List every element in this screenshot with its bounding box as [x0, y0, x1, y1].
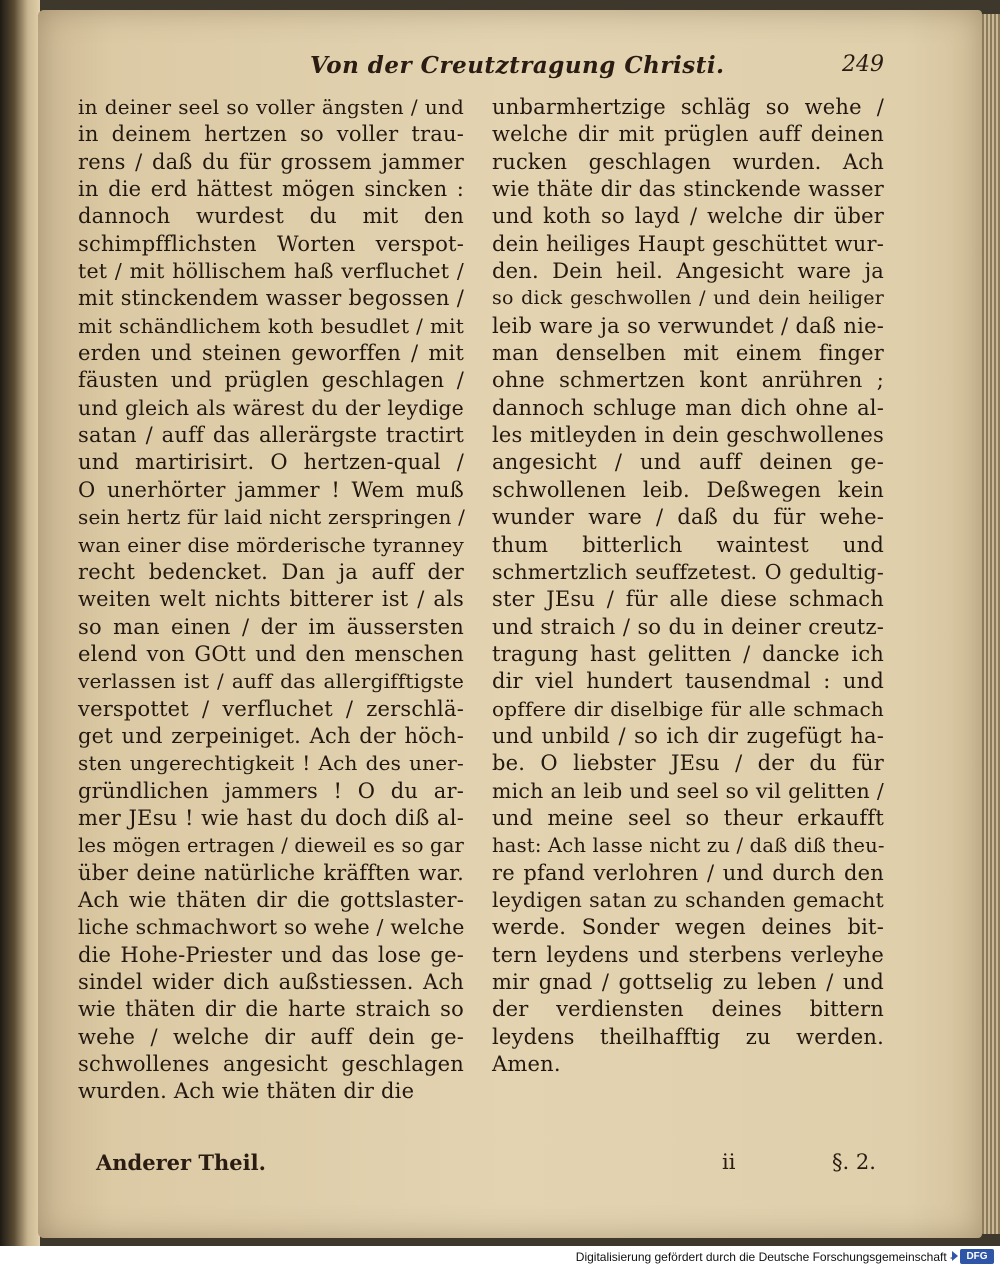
text-line: und unbild / so ich dir zugefügt ha-	[492, 723, 884, 748]
text-line: dannoch schluge man dich ohne al-	[492, 395, 884, 420]
text-line: rucken geschlagen wurden. Ach	[492, 149, 884, 174]
text-line: Ach wie thäten dir die gottslaster-	[78, 887, 464, 912]
running-head: Von der Creutztragung Christi.	[310, 52, 725, 79]
text-line: wurden. Ach wie thäten dir die	[78, 1079, 415, 1104]
text-line: tragung hast gelitten / dancke ich	[492, 641, 884, 666]
text-line: satan / auff das allerärgste tractirt	[78, 423, 464, 448]
text-line: get und zerpeiniget. Ach der höch-	[78, 723, 464, 748]
text-line: mer JEsu ! wie hast du doch diß al-	[78, 805, 464, 830]
text-line: und meine seel so theur erkaufft	[492, 805, 884, 830]
text-line: leib ware ja so verwundet / daß nie-	[492, 313, 884, 338]
text-line: ohne schmertzen kont anrühren ;	[492, 368, 884, 393]
text-line: mit stinckendem wasser begossen /	[78, 286, 464, 311]
section-catchword: §. 2.	[832, 1150, 876, 1174]
text-line: schwollenes angesicht geschlagen	[78, 1052, 464, 1077]
text-line: wehe / welche dir auff dein ge-	[78, 1024, 464, 1049]
text-line: schmertzlich seuffzetest. O gedultig-	[492, 559, 884, 584]
text-line: welche dir mit prüglen auff deinen	[492, 122, 884, 147]
text-line: O unerhörter jammer ! Wem muß	[78, 477, 464, 502]
text-line: schwollenen leib. Deßwegen kein	[492, 477, 884, 502]
text-line: liche schmachwort so wehe / welche	[78, 915, 465, 940]
catchword: Anderer Theil.	[96, 1150, 266, 1175]
text-line: angesicht / und auff deinen ge-	[492, 450, 884, 475]
text-line: verspottet / verfluchet / zerschlä-	[78, 696, 464, 721]
text-line: weiten welt nichts bitterer ist / als	[78, 587, 464, 612]
text-line: erden und steinen geworffen / mit	[78, 341, 464, 366]
text-line: dein heiliges Haupt geschüttet wur-	[492, 231, 884, 256]
text-line: leydigen satan zu schanden gemacht	[492, 887, 884, 912]
text-line: be. O liebster JEsu / der du für	[492, 751, 884, 776]
text-line: thum bitterlich waintest und	[492, 532, 884, 557]
text-line: gründlichen jammers ! O du ar-	[78, 778, 464, 803]
text-line: schimpfflichsten Worten verspot-	[78, 231, 464, 256]
text-line: recht bedencket. Dan ja auff der	[78, 559, 464, 584]
text-line: wie thäte dir das stinckende wasser	[492, 177, 884, 202]
text-line: werde. Sonder wegen deines bit-	[492, 915, 884, 940]
text-line: Amen.	[492, 1052, 561, 1077]
text-line: dir viel hundert tausendmal : und	[492, 669, 884, 694]
text-line: und koth so layd / welche dir über	[492, 204, 884, 229]
text-line: in deiner seel so voller ängsten / und	[78, 95, 464, 119]
text-line: über deine natürliche kräfften war.	[78, 860, 464, 885]
arrow-icon	[952, 1251, 958, 1261]
text-line: wan einer dise mörderische tyranney	[78, 532, 464, 557]
text-line: man denselben mit einem finger	[492, 341, 884, 366]
text-line: ster JEsu / für alle diese schmach	[492, 587, 884, 612]
text-line: und martirisirt. O hertzen-qual /	[78, 450, 464, 475]
text-line: den. Dein heil. Angesicht ware ja	[492, 259, 884, 284]
text-line: und gleich als wärest du der leydige	[78, 395, 464, 420]
text-line: rens / daß du für grossem jammer	[78, 149, 464, 174]
text-line: sein hertz für laid nicht zerspringen /	[78, 505, 466, 530]
text-line: elend von GOtt und den menschen	[78, 641, 464, 666]
text-line: wunder ware / daß du für wehe-	[492, 505, 884, 530]
text-column-left	[78, 94, 464, 1106]
text-column-right	[492, 94, 884, 1078]
text-line: hast: Ach lasse nicht zu / daß diß theu-	[492, 834, 885, 858]
text-line: wie thäten dir die harte straich so	[78, 997, 464, 1022]
text-line: dannoch wurdest du mit den	[78, 204, 464, 229]
text-line: tet / mit höllischem haß verfluchet /	[78, 259, 464, 284]
book-spine	[0, 0, 40, 1246]
text-line: les mitleyden in dein geschwollenes	[492, 423, 884, 448]
text-line: in deinem hertzen so voller trau-	[78, 122, 464, 147]
text-line: mit schändlichem koth besudlet / mit	[78, 313, 464, 338]
text-line: tern leydens und sterbens verleyhe	[492, 942, 884, 967]
page-number: 249	[842, 52, 884, 77]
text-line: so dick geschwollen / und dein heiliger	[492, 287, 884, 310]
text-line: opffere dir diselbige für alle schmach	[492, 696, 884, 721]
digitization-credit: Digitalisierung gefördert durch die Deutsche Forschungsgemeinschaft -	[575, 1250, 954, 1264]
text-line: fäusten und prüglen geschlagen /	[78, 368, 464, 393]
text-line: leydens theilhafftig zu werden.	[492, 1024, 884, 1049]
text-line: verlassen ist / auff das allergifftigste	[78, 669, 464, 694]
digitization-footer	[0, 1246, 1000, 1268]
text-line: les mögen ertragen / dieweil es so gar	[78, 834, 465, 858]
text-line: die Hohe-Priester und das lose ge-	[78, 942, 464, 967]
text-line: unbarmhertzige schläg so wehe /	[492, 95, 884, 119]
text-line: in die erd hättest mögen sincken :	[78, 177, 464, 202]
signature-mark: ii	[722, 1150, 736, 1174]
text-line: der verdiensten deines bittern	[492, 997, 884, 1022]
dfg-logo-icon: DFG	[960, 1249, 994, 1264]
text-line: und straich / so du in deiner creutz-	[492, 614, 884, 639]
text-line: sindel wider dich außstiessen. Ach	[78, 970, 464, 994]
page-fore-edge	[982, 14, 1000, 1234]
text-line: so man einen / der im äussersten	[78, 614, 464, 639]
text-line: mich an leib und seel so vil gelitten /	[492, 778, 884, 803]
text-line: sten ungerechtigkeit ! Ach des uner-	[78, 751, 464, 776]
text-line: re pfand verlohren / und durch den	[492, 860, 884, 885]
text-line: mir gnad / gottselig zu leben / und	[492, 970, 884, 994]
